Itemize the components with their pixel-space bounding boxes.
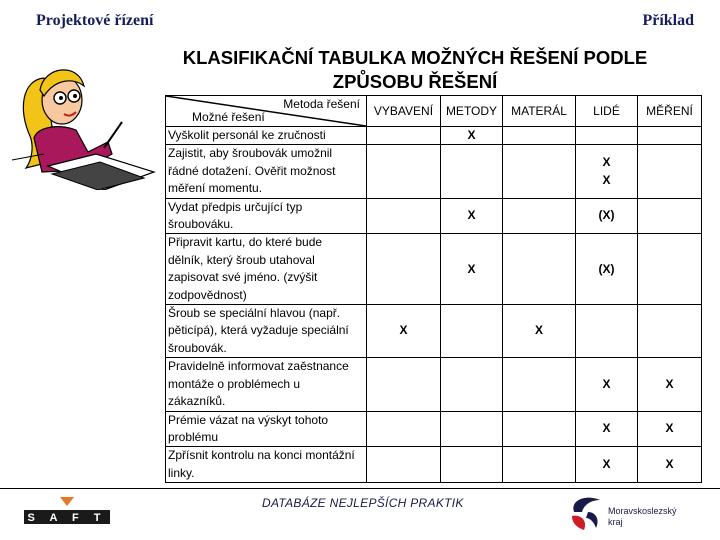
table-row bbox=[166, 447, 702, 483]
solution-text-line: linky. bbox=[168, 465, 195, 480]
mark-cell bbox=[367, 234, 441, 305]
slide-title-line1: KLASIFIKAČNÍ TABULKA MOŽNÝCH ŘEŠENÍ PODLE bbox=[182, 47, 648, 68]
header-left-title: Projektové řízení bbox=[36, 12, 154, 29]
kraj-emblem-icon bbox=[566, 494, 606, 534]
solution-text-line: řádné dotažení. Ověřit možnost bbox=[168, 163, 336, 178]
solution-text-line: Zajistit, aby šroubovák umožnil bbox=[168, 146, 333, 161]
mark-cell bbox=[576, 447, 638, 483]
slide-title-line2: ZPŮSOBU ŘEŠENÍ bbox=[332, 71, 498, 92]
moravskoslezsky-kraj-logo bbox=[566, 494, 706, 534]
mark-cell bbox=[638, 358, 702, 411]
column-header: METODY bbox=[441, 96, 503, 127]
mark-cell bbox=[503, 145, 576, 198]
mark-cell bbox=[441, 145, 503, 198]
mark-cell bbox=[441, 234, 503, 305]
mark-cell bbox=[638, 305, 702, 358]
mark-cell bbox=[576, 358, 638, 411]
solution-text-line: problému bbox=[168, 429, 219, 444]
solution-cell bbox=[166, 198, 367, 234]
mark-cell bbox=[503, 305, 576, 358]
mark-cell bbox=[367, 411, 441, 447]
mark-value: X bbox=[665, 421, 674, 436]
solution-cell bbox=[166, 145, 367, 198]
mark-value: X X bbox=[602, 155, 611, 187]
solution-text-line: Vyškolit personál ke zručnosti bbox=[168, 128, 326, 142]
mark-cell bbox=[367, 127, 441, 145]
mark-cell bbox=[576, 127, 638, 145]
solution-text-line: montáže o problémech u bbox=[168, 376, 301, 391]
solution-text-line: Prémie vázat na výskyt tohoto bbox=[168, 412, 329, 427]
footer-database-text: DATABÁZE NEJLEPŠÍCH PRAKTIK bbox=[262, 496, 464, 510]
classification-table bbox=[165, 95, 702, 483]
table-row bbox=[166, 145, 702, 198]
mark-cell bbox=[638, 234, 702, 305]
mark-value: (X) bbox=[598, 208, 615, 223]
mark-cell bbox=[367, 358, 441, 411]
mark-value: X bbox=[467, 128, 476, 142]
mark-value: X bbox=[399, 323, 408, 338]
mark-cell bbox=[441, 447, 503, 483]
mark-cell bbox=[367, 198, 441, 234]
mark-value: X bbox=[467, 261, 476, 276]
mark-value: X bbox=[665, 376, 674, 391]
writing-woman-illustration bbox=[4, 50, 164, 190]
solution-text-line: zákazníků. bbox=[168, 394, 226, 409]
mark-cell bbox=[441, 411, 503, 447]
mark-cell bbox=[503, 198, 576, 234]
table-row bbox=[166, 198, 702, 234]
solution-cell bbox=[166, 234, 367, 305]
table-row bbox=[166, 234, 702, 305]
solution-text-line: zodpovědnost) bbox=[168, 287, 247, 302]
footer-divider bbox=[0, 488, 720, 489]
solution-cell bbox=[166, 447, 367, 483]
mark-cell bbox=[441, 305, 503, 358]
column-header: MĚŘENÍ bbox=[638, 96, 702, 127]
solution-cell bbox=[166, 358, 367, 411]
saft-logo-letters: S A F T bbox=[27, 512, 107, 524]
mark-cell bbox=[441, 127, 503, 145]
mark-cell bbox=[638, 198, 702, 234]
mark-cell bbox=[503, 411, 576, 447]
mark-cell bbox=[638, 127, 702, 145]
row-axis-label: Možné řešení bbox=[192, 110, 265, 124]
mark-cell bbox=[576, 145, 638, 198]
table-header-row bbox=[166, 96, 702, 127]
table-row bbox=[166, 305, 702, 358]
column-header: MATERÁL bbox=[503, 96, 576, 127]
solution-cell bbox=[166, 305, 367, 358]
solution-cell bbox=[166, 411, 367, 447]
mark-cell bbox=[638, 411, 702, 447]
mark-cell bbox=[441, 198, 503, 234]
kraj-logo-text-line2: kraj bbox=[608, 517, 623, 527]
mark-value: X bbox=[665, 457, 674, 472]
column-header: VYBAVENÍ bbox=[367, 96, 441, 127]
solution-text-line: Vydat předpis určující typ bbox=[168, 199, 303, 214]
solution-text-line: Pravidelně informovat zaěstnance bbox=[168, 359, 349, 374]
table-corner-cell bbox=[166, 96, 367, 127]
mark-cell bbox=[576, 305, 638, 358]
mark-cell bbox=[576, 234, 638, 305]
solution-text-line: dělník, který šroub utahoval bbox=[168, 252, 315, 267]
mark-cell bbox=[441, 358, 503, 411]
mark-cell bbox=[576, 198, 638, 234]
mark-value: X bbox=[602, 376, 611, 391]
mark-cell bbox=[503, 358, 576, 411]
mark-value: X bbox=[602, 457, 611, 472]
column-header: LIDÉ bbox=[576, 96, 638, 127]
mark-cell bbox=[367, 447, 441, 483]
mark-cell bbox=[367, 145, 441, 198]
saft-logo bbox=[24, 496, 110, 526]
mark-value: (X) bbox=[598, 261, 615, 276]
mark-cell bbox=[503, 447, 576, 483]
mark-cell bbox=[503, 234, 576, 305]
table-row bbox=[166, 127, 702, 145]
solution-text-line: Šroub se speciální hlavou (např. bbox=[168, 306, 341, 321]
mark-value: X bbox=[534, 323, 543, 338]
mark-cell bbox=[638, 447, 702, 483]
mark-cell bbox=[367, 305, 441, 358]
kraj-logo-text bbox=[608, 506, 677, 528]
solution-text-line: zapisovat své jméno. (zvýšit bbox=[168, 270, 318, 285]
table-row bbox=[166, 358, 702, 411]
column-axis-label: Metoda řešení bbox=[283, 97, 360, 111]
slide-title bbox=[150, 46, 680, 94]
solution-text-line: šroubováku. bbox=[168, 217, 234, 232]
mark-cell bbox=[638, 145, 702, 198]
mark-cell bbox=[576, 411, 638, 447]
mark-value: X bbox=[467, 208, 476, 223]
solution-text-line: Zpřísnit kontrolu na konci montážní bbox=[168, 448, 355, 463]
solution-text-line: pěticípá), která vyžaduje speciální bbox=[168, 323, 349, 338]
solution-cell bbox=[166, 127, 367, 145]
mark-value: X bbox=[602, 421, 611, 436]
header-right-title: Příklad bbox=[642, 12, 694, 29]
solution-text-line: měření momentu. bbox=[168, 181, 263, 196]
mark-cell bbox=[503, 127, 576, 145]
table-row bbox=[166, 411, 702, 447]
solution-text-line: šroubovák. bbox=[168, 340, 227, 355]
kraj-logo-text-line1: Moravskoslezský bbox=[608, 506, 677, 516]
solution-text-line: Připravit kartu, do které bude bbox=[168, 235, 323, 250]
